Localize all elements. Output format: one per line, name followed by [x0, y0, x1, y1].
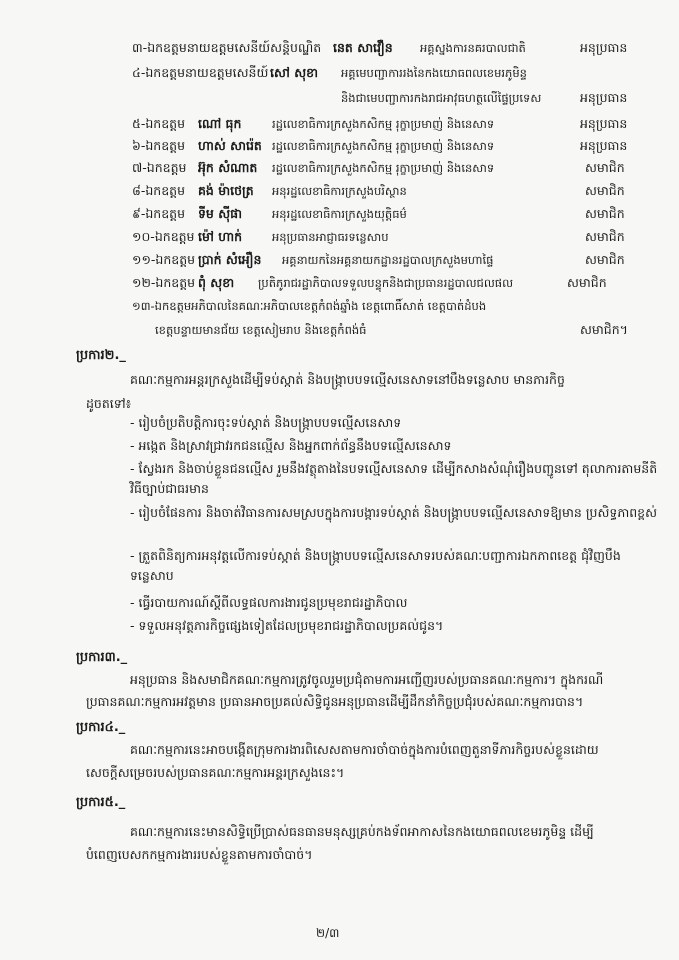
member-5-position: រដ្ឋលេខាធិការក្រសួងកសិកម្ម រុក្ខាប្រមាញ់ និងនេសាទ [272, 117, 495, 131]
member-8-role: សមាជិក [585, 183, 625, 198]
member-8-position: អនុរដ្ឋលេខាធិការក្រសួងបរិស្ថាន [272, 184, 407, 198]
member-6-number: ៦-ឯកឧត្តម [132, 138, 186, 153]
member-8-name: គង់ ម៉ាថេត្រ [198, 183, 254, 198]
article-4-heading: ប្រការ៤._ [76, 720, 126, 735]
member-6-position: រដ្ឋលេខាធិការក្រសួងកសិកម្ម រុក្ខាប្រមាញ់ និងនេសាទ [272, 139, 495, 153]
member-11-role: សមាជិក [585, 252, 625, 267]
page-number: ២/៣ [316, 926, 340, 940]
member-7-number: ៧-ឯកឧត្តម [132, 160, 187, 175]
member-3-number: ៣-ឯកឧត្តមនាយឧត្តមសេនីយ៍សន្តិបណ្ឌិត [132, 40, 322, 55]
article-2-heading: ប្រការ២._ [76, 348, 126, 363]
member-12-number: ១២-ឯកឧត្តម [132, 275, 196, 290]
article-3-heading: ប្រការ៣._ [76, 650, 128, 665]
member-9-role: សមាជិក [585, 206, 625, 221]
article-2-bullet-1: - រៀបចំប្រតិបត្តិការចុះទប់ស្កាត់ និងបង្ក្រាបបទល្មើសនេសាទ [130, 415, 402, 430]
article-2-bullet-5: - ត្រួតពិនិត្យការអនុវត្តលើការទប់ស្កាត់ និងបង្ក្រាបបទល្មើសនេសាទរបស់គណៈបញ្ជាការឯកភាពខេត្ត ជុំវិញបឹងទន្លេសាប [130, 548, 621, 583]
member-10-role: សមាជិក [585, 229, 625, 244]
member-10-position: អនុប្រធានអាជ្ញាធរទន្លេសាប [272, 230, 389, 244]
member-7-position: រដ្ឋលេខាធិការក្រសួងកសិកម្ម រុក្ខាប្រមាញ់ និងនេសាទ [272, 161, 495, 175]
article-4-line1: គណៈកម្មការនេះអាចបង្កើតក្រុមការងារពិសេសតាមការចាំបាច់ក្នុងការបំពេញតួនាទីភារកិច្ចរបស់ខ្លួនដោយ [130, 742, 599, 757]
member-3-name: នេត សាវឿន [333, 40, 393, 55]
article-3-line1: អនុប្រធាន និងសមាជិកគណៈកម្មការត្រូវចូលរួមប្រជុំតាមការអញ្ជើញរបស់ប្រធានគណៈកម្មការ។ ក្នុងករណី [130, 672, 604, 687]
member-10-number: ១០-ឯកឧត្តម [132, 229, 195, 244]
member-4-position: អគ្គមេបញ្ជាការរងនៃកងយោធពលខេមរភូមិន្ទ [341, 66, 527, 80]
article-5-line2: បំពេញបេសកកម្មការងាររបស់ខ្លួនតាមការចាំបាច់។ [86, 847, 313, 862]
member-6-role: អនុប្រធាន [580, 138, 628, 153]
member-4-number: ៤-ឯកឧត្តមនាយឧត្តមសេនីយ៍ [132, 65, 269, 80]
member-7-name: អ៊ុក សំណាត [198, 160, 258, 175]
member-12-role: សមាជិក [567, 275, 607, 290]
article-2-bullet-7: - ទទួលអនុវត្តភារកិច្ចផ្សេងទៀតដែលប្រមុខរាជរដ្ឋាភិបាលប្រគល់ជូន។ [130, 618, 444, 633]
member-12-name: ពុំ សុខា [198, 275, 235, 290]
article-2-bullet-6: - ធ្វើរបាយការណ៍ស្តីពីលទ្ធផលការងារជូនប្រមុខរាជរដ្ឋាភិបាល [130, 595, 408, 610]
member-4-role: អនុប្រធាន [580, 90, 628, 105]
member-13-line1: ១៣-ឯកឧត្តមអភិបាលនៃគណៈអភិបាលខេត្តកំពង់ឆ្នាំង ខេត្តពោធិ៍សាត់ ខេត្តបាត់ដំបង [132, 299, 487, 313]
member-5-number: ៥-ឯកឧត្តម [132, 116, 186, 131]
member-12-position: ប្រតិភូរាជរដ្ឋាភិបាលទទួលបន្ទុកនិងជាប្រធានរដ្ឋបាលជលផល [258, 276, 514, 290]
article-2-intro: គណៈកម្មការអន្តរក្រសួងដើម្បីទប់ស្កាត់ និងបង្ក្រាបបទល្មើសនេសាទនៅបឹងទន្លេសាប មានភារកិច្ច [130, 372, 565, 387]
member-7-role: សមាជិក [585, 160, 625, 175]
member-13-role: សមាជិក។ [580, 322, 628, 337]
member-3-position: អគ្គស្នងការនគរបាលជាតិ [420, 41, 526, 55]
member-3-role: អនុប្រធាន [580, 40, 628, 55]
member-11-number: ១១-ឯកឧត្តម [132, 252, 196, 267]
member-11-name: ប្រាក់ សំអឿន [198, 252, 262, 267]
member-10-name: ម៉ៅ ហាក់ [198, 229, 243, 244]
member-5-role: អនុប្រធាន [580, 116, 628, 131]
article-2-bullet-2: - អង្កេត និងស្រាវជ្រាវរកជនល្មើស និងអ្នកពាក់ព័ន្ធនឹងបទល្មើសនេសាទ [130, 438, 452, 453]
member-13-line2: ខេត្តបន្ទាយមានជ័យ ខេត្តសៀមរាប និងខេត្តកំពង់ធំ [155, 323, 367, 337]
article-4-line2: សេចក្តីសម្រេចរបស់ប្រធានគណៈកម្មការអន្តរក្រសួងនេះ។ [86, 765, 345, 780]
article-5-heading: ប្រការ៥._ [76, 795, 126, 810]
member-4-name: សៅ សុខា [270, 65, 318, 80]
article-2-bullet-4: - រៀបចំផែនការ និងចាត់វិធានការសមស្របក្នុងការបង្ការទប់ស្កាត់ និងបង្ក្រាបបទល្មើសនេសាទឱ្យមាន ប្រសិទ្ធភាពខ្ពស់ [130, 505, 657, 520]
article-3-line2: ប្រធានគណៈកម្មការអវត្តមាន ប្រធានអាចប្រគល់សិទ្ធិជូនអនុប្រធានដើម្បីដឹកនាំកិច្ចប្រជុំរបស់គណៈកម្មការបាន។ [86, 694, 584, 709]
member-8-number: ៨-ឯកឧត្តម [132, 183, 186, 198]
member-4-position-line2: និងជាមេបញ្ជាការកងរាជអាវុធហត្ថលើផ្ទៃប្រទេស [341, 91, 542, 105]
article-5-line1: គណៈកម្មការនេះមានសិទ្ធិប្រើប្រាស់ធនធានមនុស្សគ្រប់កងទ័ពអាកាសនៃកងយោធពលខេមរភូមិន្ទ ដើម្បី [130, 824, 594, 839]
member-9-number: ៩-ឯកឧត្តម [132, 206, 186, 221]
member-9-name: ទីម ស៊ីផា [198, 206, 243, 221]
article-2-intro-line2: ដូចតទៅ៖ [86, 396, 132, 411]
member-9-position: អនុរដ្ឋលេខាធិការក្រសួងយុត្តិធម៌ [272, 207, 407, 221]
article-2-bullet-3: - ស្វែងរក និងចាប់ខ្លួនជនល្មើស រួមនឹងវត្ថុតាងនៃបទល្មើសនេសាទ ដើម្បីកសាងសំណុំរឿងបញ្ជូនទៅ តុលាការតាមនីតិវិធីច្បាប់ជាធរមាន [130, 461, 658, 496]
member-11-position: អគ្គនាយកនៃអគ្គនាយកដ្ឋានរដ្ឋបាលក្រសួងមហាផ្ទៃ [282, 253, 494, 267]
member-6-name: ហាស់ សារ៉េត [198, 138, 262, 153]
member-5-name: ណៅ ធុក [198, 116, 242, 131]
